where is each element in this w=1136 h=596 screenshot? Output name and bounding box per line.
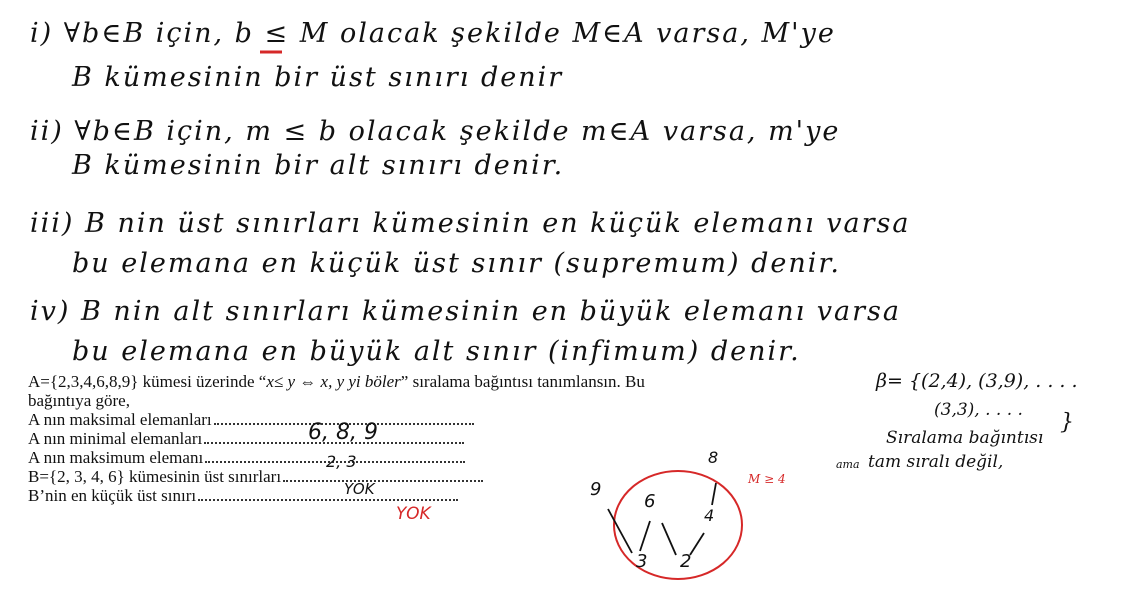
answer-2: 2, 3 [326, 452, 357, 471]
problem-intro-b: ” sıralama bağıntısı tanımlansın. Bu [400, 372, 645, 391]
question-2: A nın minimal elemanları [28, 429, 203, 448]
question-row-2 [28, 429, 828, 448]
note-line-8: bu elemana en büyük alt sınır (infimum) denir. [72, 336, 801, 367]
node-9: 9 [590, 479, 602, 500]
problem-intro-c: bağıntıya göre, [28, 391, 130, 410]
note-line-7: iv) B nin alt sınırları kümesinin en büyük elemanı varsa [30, 296, 902, 327]
relation-line-1: β= {(2,4), (3,9), . . . . [876, 370, 1078, 392]
relation-brace: } [1060, 410, 1074, 435]
note-line-3: ii) ∀b∈B için, m ≤ b olacak şekilde m∈A varsa, m'ye [30, 116, 841, 147]
red-underline-mark [258, 48, 288, 56]
hasse-diagram [580, 448, 780, 585]
answer-line-5 [198, 499, 458, 501]
note-line-6: bu elemana en küçük üst sınır (supremum) denir. [72, 248, 841, 279]
note-line-2: B kümesinin bir üst sınırı denir [72, 62, 564, 93]
question-1: A nın maksimal elemanları [28, 410, 212, 429]
edge-2-4 [690, 533, 704, 555]
question-4: B={2, 3, 4, 6} kümesinin üst sınırları [28, 467, 282, 486]
question-3: A nın maksimum elemanı [28, 448, 204, 467]
node-3: 3 [636, 551, 648, 572]
problem-intro-row-2 [28, 391, 828, 410]
problem-relation: x≤ y ⇔ x, y yi böler [266, 372, 401, 391]
answer-3: YOK [344, 480, 375, 498]
remark-line-2: tam sıralı değil, [868, 452, 1004, 472]
node-4: 4 [704, 506, 715, 525]
diagram-circle [614, 471, 742, 579]
answer-4: YOK [396, 504, 431, 524]
answer-line-4 [283, 480, 483, 482]
answer-1: 6, 8, 9 [308, 420, 378, 445]
edge-2-6 [662, 523, 676, 555]
edge-3-6 [640, 521, 650, 551]
note-line-5: iii) B nin üst sınırları kümesinin en küçük elemanı varsa [30, 208, 911, 239]
remark-line-1: Sıralama bağıntısı [886, 428, 1044, 448]
node-2: 2 [680, 551, 692, 572]
problem-intro-a: A={2,3,4,6,8,9} kümesi üzerinde “ [28, 372, 267, 391]
remark-prefix: ama [836, 458, 860, 471]
question-row-1 [28, 410, 828, 429]
note-line-1: i) ∀b∈B için, b ≤ M olacak şekilde M∈A varsa, M'ye [30, 18, 836, 49]
problem-intro-row [28, 372, 828, 391]
node-8: 8 [708, 448, 719, 467]
relation-line-2: (3,3), . . . . [934, 400, 1023, 420]
m-label: M ≥ 4 [748, 472, 786, 486]
edge-4-8 [712, 483, 716, 505]
note-line-4: B kümesinin bir alt sınırı denir. [72, 150, 565, 181]
node-6: 6 [644, 491, 656, 512]
question-5: B’nin en küçük üst sınırı [28, 486, 197, 505]
